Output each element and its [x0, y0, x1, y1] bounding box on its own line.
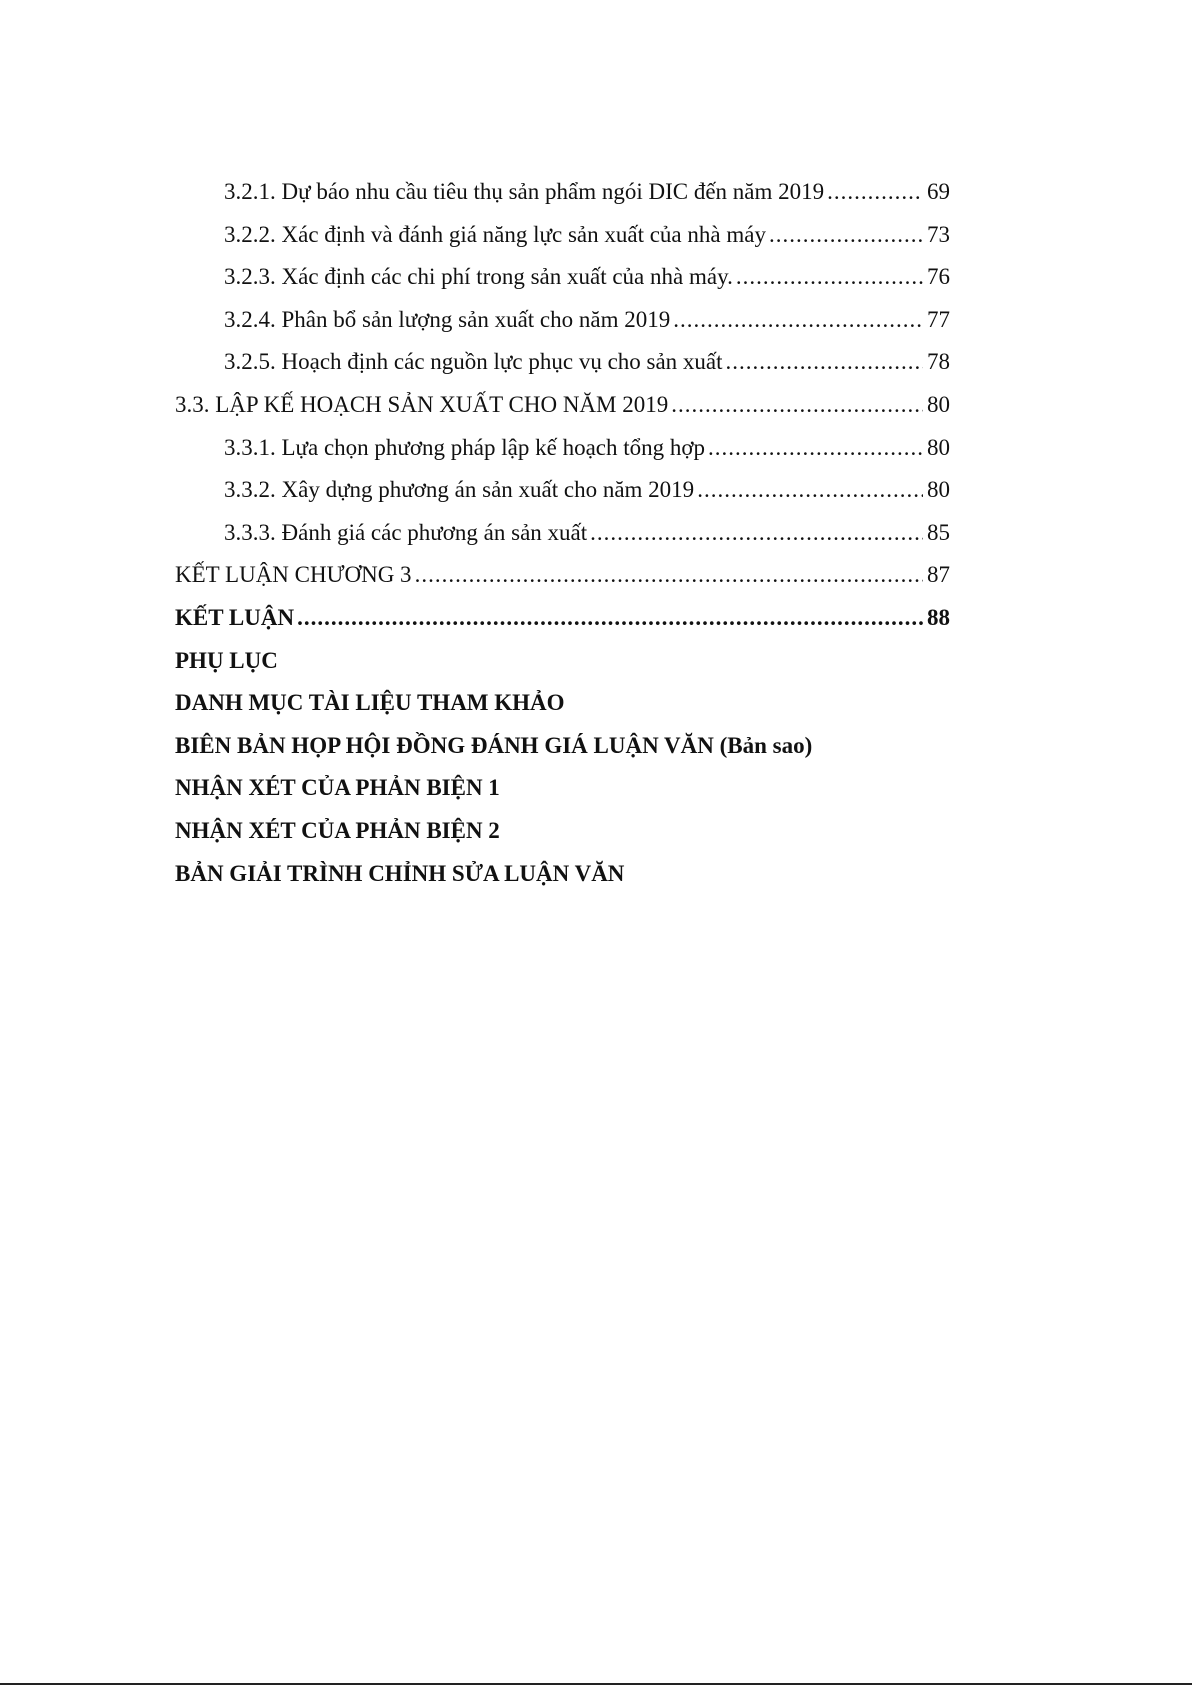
toc-entry-title: 3.2.5. Hoạch định các nguồn lực phục vụ cho sản xuất [224, 349, 723, 375]
toc-leader-dots [726, 341, 923, 384]
toc-entry [175, 214, 950, 257]
toc-leader-dots [769, 214, 923, 257]
toc-entry-title: BẢN GIẢI TRÌNH CHỈNH SỬA LUẬN VĂN [175, 860, 625, 886]
toc-entry-title: 3.3.2. Xây dựng phương án sản xuất cho năm 2019 [224, 477, 695, 503]
toc-entry-title: BIÊN BẢN HỌP HỘI ĐỒNG ĐÁNH GIÁ LUẬN VĂN (Bản sao) [175, 732, 813, 758]
toc-chapter-entry [175, 725, 950, 768]
toc-leader-dots [673, 299, 923, 342]
toc-entry-page: 78 [927, 349, 950, 375]
toc-entry-title: 3.2.2. Xác định và đánh giá năng lực sản xuất của nhà máy [224, 221, 766, 247]
toc-entry [175, 171, 950, 214]
toc-entry-title: 3.3.3. Đánh giá các phương án sản xuất [224, 519, 588, 545]
toc-entry-title: NHẬN XÉT CỦA PHẢN BIỆN 2 [175, 817, 500, 843]
toc-section-entry [175, 384, 950, 427]
toc-entry-title: 3.3. LẬP KẾ HOẠCH SẢN XUẤT CHO NĂM 2019 [175, 391, 669, 417]
toc-leader-dots [590, 512, 923, 555]
toc-entry-title: PHỤ LỤC [175, 647, 278, 673]
toc-entry-title: 3.2.3. Xác định các chi phí trong sản xuất của nhà máy. [224, 264, 733, 290]
toc-entry-page: 80 [927, 434, 950, 460]
toc-entry-page: 69 [927, 179, 950, 204]
toc-entry-page: 88 [927, 604, 950, 630]
toc-entry-page: 76 [927, 264, 950, 290]
toc-entry [175, 512, 950, 555]
table-of-contents [175, 171, 950, 895]
toc-entry-title: DANH MỤC TÀI LIỆU THAM KHẢO [175, 690, 565, 716]
toc-leader-dots [297, 597, 923, 640]
toc-entry-title: 3.3.1. Lựa chọn phương pháp lập kế hoạch tổng hợp [224, 434, 706, 460]
toc-leader-dots [697, 469, 923, 512]
toc-entry-page: 80 [927, 391, 950, 417]
toc-entry-title: 3.2.4. Phân bổ sản lượng sản xuất cho năm 2019 [224, 306, 671, 332]
toc-chapter-entry [175, 597, 950, 640]
toc-chapter-entry [175, 682, 950, 725]
toc-entry-title: KẾT LUẬN CHƯƠNG 3 [175, 562, 412, 588]
toc-leader-dots [671, 384, 923, 427]
toc-entry-page: 73 [927, 221, 950, 247]
toc-entry [175, 256, 950, 299]
toc-chapter-entry [175, 853, 950, 896]
toc-entry [175, 341, 950, 384]
toc-leader-dots [827, 171, 923, 214]
toc-chapter-entry [175, 640, 950, 683]
toc-leader-dots [708, 427, 923, 470]
toc-chapter-entry [175, 810, 950, 853]
toc-leader-dots [415, 554, 923, 597]
toc-entry [175, 469, 950, 512]
toc-entry-title: NHẬN XÉT CỦA PHẢN BIỆN 1 [175, 775, 500, 801]
toc-entry [175, 299, 950, 342]
toc-chapter-entry [175, 767, 950, 810]
toc-leader-dots [736, 256, 923, 299]
toc-entry-title: KẾT LUẬN [175, 604, 295, 630]
toc-section-entry [175, 554, 950, 597]
toc-entry [175, 427, 950, 470]
toc-entry-page: 85 [927, 519, 950, 545]
toc-entry-title: 3.2.1. Dự báo nhu cầu tiêu thụ sản phẩm ngói DIC đến năm 2019 [224, 179, 825, 204]
toc-entry-page: 77 [927, 306, 950, 332]
toc-entry-page: 80 [927, 477, 950, 503]
toc-entry-page: 87 [927, 562, 950, 588]
